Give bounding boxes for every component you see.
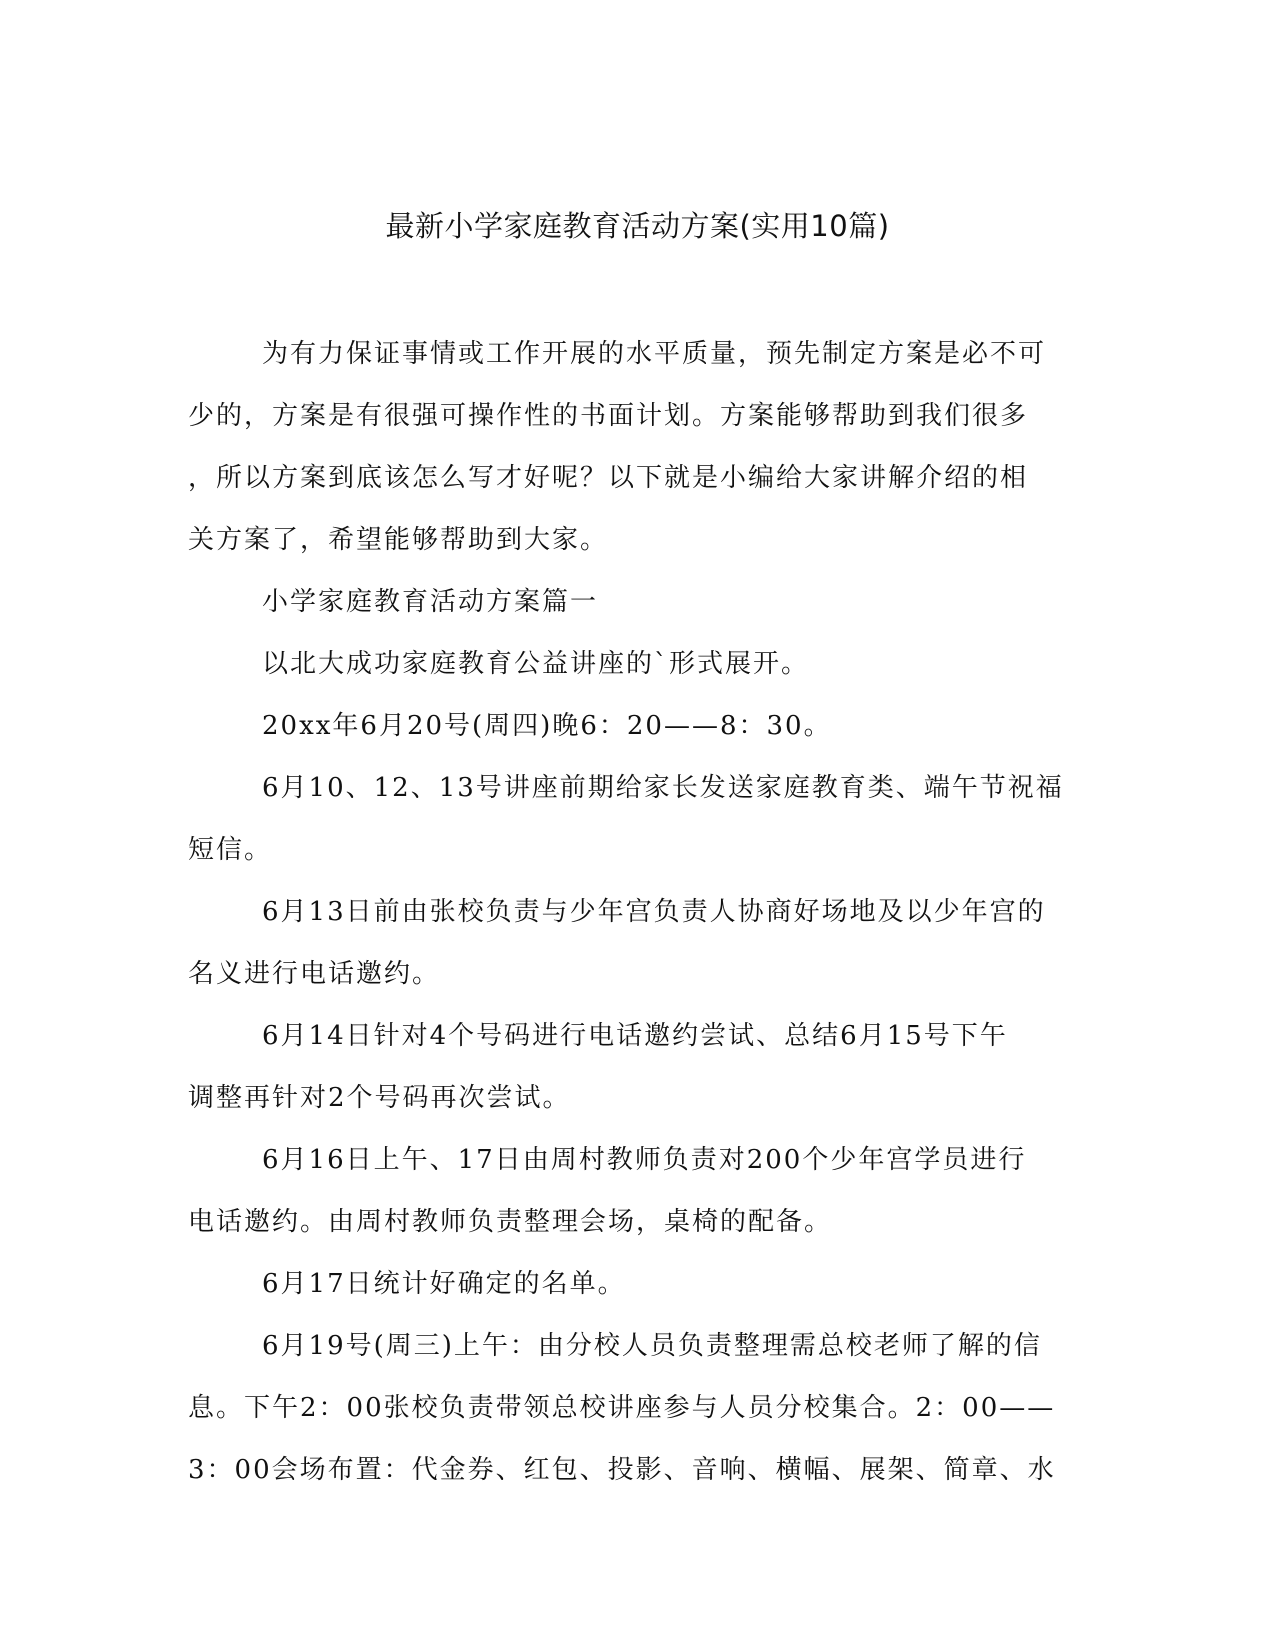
text-line: 6月10、12、13号讲座前期给家长发送家庭教育类、端午节祝福 [262,773,1064,803]
text-line: 短信。 [188,835,273,865]
text-line: 6月16日上午、17日由周村教师负责对200个少年宫学员进行 [262,1145,1027,1175]
text-line: 息。下午2：00张校负责带领总校讲座参与人员分校集合。2：00—— [188,1393,1056,1423]
text-line: 6月14日针对4个号码进行电话邀约尝试、总结6月15号下午 [262,1021,1008,1051]
text-line: 3：00会场布置：代金券、红包、投影、音响、横幅、展架、简章、水 [188,1455,1056,1485]
text-line: 名义进行电话邀约。 [188,959,441,989]
text-line: 6月17日统计好确定的名单。 [262,1269,626,1299]
document-body [188,323,1078,1501]
text-line: 少的，方案是有很强可操作性的书面计划。方案能够帮助到我们很多 [188,401,1029,431]
document-title: 最新小学家庭教育活动方案(实用10篇) [385,209,890,243]
text-line: 6月13日前由张校负责与少年宫负责人协商好场地及以少年宫的 [262,897,1046,927]
text-line: 调整再针对2个号码再次尝试。 [188,1083,571,1113]
text-line: ，所以方案到底该怎么写才好呢？以下就是小编给大家讲解介绍的相 [188,463,1029,493]
text-line: 20xx年6月20号(周四)晚6：20——8：30。 [262,711,832,741]
text-line: 关方案了，希望能够帮助到大家。 [188,525,609,555]
text-line: 为有力保证事情或工作开展的水平质量，预先制定方案是必不可 [262,339,1047,369]
text-line: 6月19号(周三)上午：由分校人员负责整理需总校老师了解的信 [262,1331,1042,1361]
section-heading: 小学家庭教育活动方案篇一 [262,587,599,617]
text-line: 以北大成功家庭教育公益讲座的`形式展开。 [262,649,810,679]
text-line: 电话邀约。由周村教师负责整理会场，桌椅的配备。 [188,1207,833,1237]
